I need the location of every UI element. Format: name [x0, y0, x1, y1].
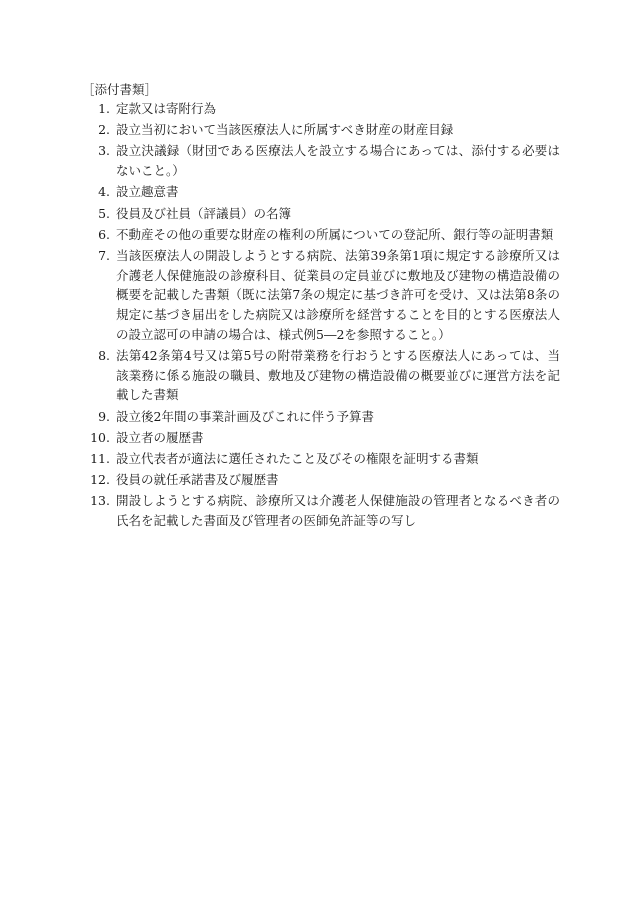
list-item-text: 当該医療法人の開設しようとする病院、法第39条第1項に規定する診療所又は介護老人保健施設の診療科目、従業員の定員並びに敷地及び建物の構造設備の概要を記載した書類（既に法第7条の規定に基づき許可を受け、又は法第8条の規定に基づき届出をした病院又は診療所を経営することを目的とする医療法人の設立認可の申請の場合は、様式例5―2を参照すること。）: [116, 247, 560, 342]
list-item-number: 10.: [90, 429, 110, 445]
list-item-text: 設立者の履歴書: [116, 429, 204, 445]
list-item-number: 3.: [98, 143, 110, 159]
list-item: [82, 407, 560, 427]
list-item-text: 設立後2年間の事業計画及びこれに伴う予算書: [116, 408, 374, 424]
list-item: [82, 449, 560, 469]
list-item-number: 11.: [90, 450, 110, 466]
list-item-number: 13.: [90, 493, 110, 509]
list-item: [82, 204, 560, 224]
list-item-text: 開設しようとする病院、診療所又は介護老人保健施設の管理者となるべき者の氏名を記載した書面及び管理者の医師免許証等の写し: [116, 493, 560, 529]
list-item-number: 2.: [98, 122, 110, 138]
list-item: [82, 470, 560, 490]
list-item-number: 1.: [98, 101, 110, 116]
list-item: [82, 491, 560, 530]
list-item-number: 5.: [98, 205, 110, 221]
list-item: [82, 141, 560, 180]
list-item: [82, 182, 560, 202]
list-item-number: 12.: [90, 472, 110, 488]
list-item: [82, 120, 560, 140]
list-item-text: 設立当初において当該医療法人に所属すべき財産の財産目録: [116, 122, 454, 138]
list-item-text: 役員の就任承諾書及び履歴書: [116, 472, 279, 488]
list-item-text: 不動産その他の重要な財産の権利の所属についての登記所、銀行等の証明書類: [116, 226, 554, 242]
list-item-number: 4.: [98, 184, 110, 200]
list-item: [82, 428, 560, 448]
list-item-text: 役員及び社員（評議員）の名簿: [116, 205, 292, 221]
attachment-list: [82, 99, 560, 532]
list-item-number: 8.: [98, 347, 110, 363]
list-item: [82, 246, 560, 345]
list-item-number: 6.: [98, 226, 110, 242]
list-item-text: 定款又は寄附行為: [116, 101, 217, 116]
list-item-text: 設立決議録（財団である医療法人を設立する場合にあっては、添付する必要はないこと。）: [116, 143, 560, 179]
list-item: [82, 225, 560, 245]
list-item-number: 7.: [98, 247, 110, 263]
list-item: [82, 99, 560, 119]
section-heading: ［添付書類］: [82, 82, 158, 97]
list-item-text: 設立代表者が適法に選任されたこと及びその権限を証明する書類: [116, 450, 479, 466]
list-item-text: 設立趣意書: [116, 184, 179, 200]
list-item-number: 9.: [98, 408, 110, 424]
list-item: [82, 346, 560, 405]
list-item-text: 法第42条第4号又は第5号の附帯業務を行おうとする医療法人にあっては、当該業務に係る施設の職員、敷地及び建物の構造設備の概要並びに運営方法を記載した書類: [116, 347, 560, 403]
